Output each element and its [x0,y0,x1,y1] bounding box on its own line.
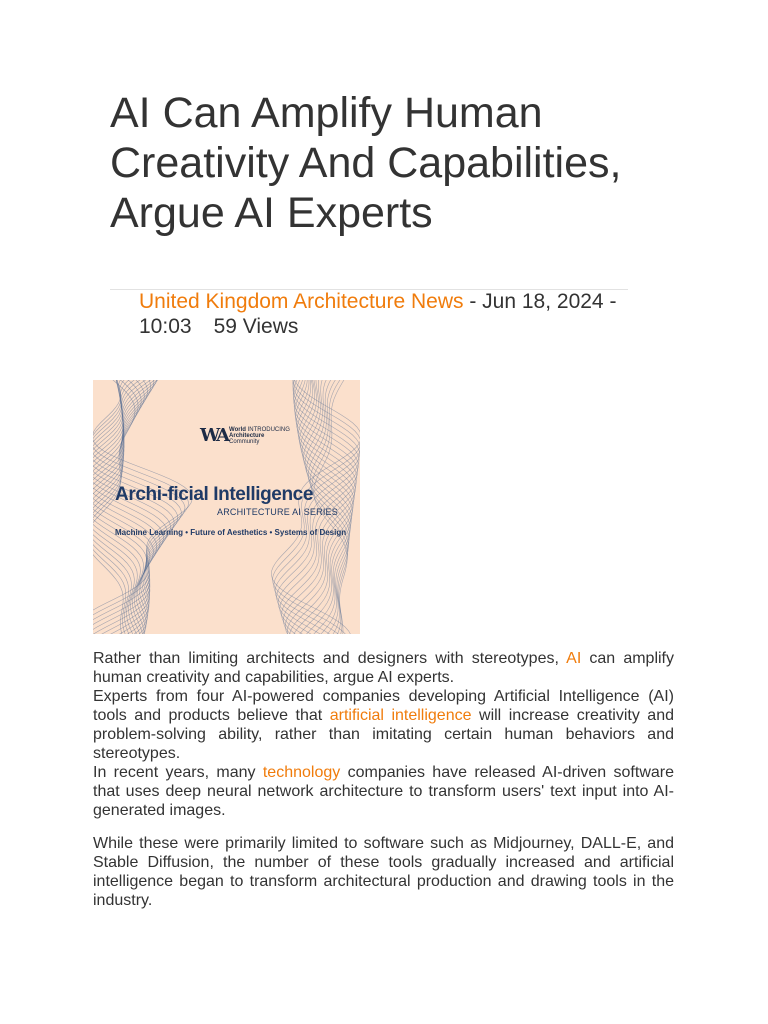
hero-title: Archi-ficial Intelligence [115,484,313,505]
hero-subtitle: ARCHITECTURE AI SERIES [217,507,338,517]
article-title: AI Can Amplify Human Creativity And Capabilities, Argue AI Experts [110,89,622,237]
article-body [93,649,674,910]
view-count: 59 Views [213,315,299,338]
artificial-intelligence-link[interactable]: artificial intelligence [329,707,472,724]
date-separator: - [463,290,483,313]
ai-link[interactable]: AI [566,650,582,667]
paragraph: While these were primarily limited to software such as Midjourney, DALL-E, and Stable Diffusion, the number of these tools gradually increased and artificial intelligence began to transform architectural production and drawing tools in the industry. [93,835,674,909]
wa-logo: WA World INTRODUCING Architecture Community [200,425,290,446]
article-date: Jun 18, 2024 - 10:03 [139,290,617,338]
paragraph: In recent years, many technology companies have released AI-driven software that uses deep neural network architecture to transform users' text input into AI-generated images. [93,764,674,819]
paragraph: Experts from four AI-powered companies developing Artificial Intelligence (AI) tools and products believe that artificial intelligence will increase creativity and problem-solving ability, rather than imitating certain human behaviors and stereotypes. [93,688,675,762]
hero-tags: Machine Learning • Future of Aesthetics • Systems of Design [115,528,347,537]
technology-link[interactable]: technology [262,764,341,781]
paragraph: Rather than limiting architects and designers with stereotypes, AI can amplify human creativity and capabilities, argue AI experts. [93,650,674,686]
article-meta [139,289,619,339]
category-link[interactable]: United Kingdom Architecture News [139,290,464,313]
hero-image [93,380,360,634]
